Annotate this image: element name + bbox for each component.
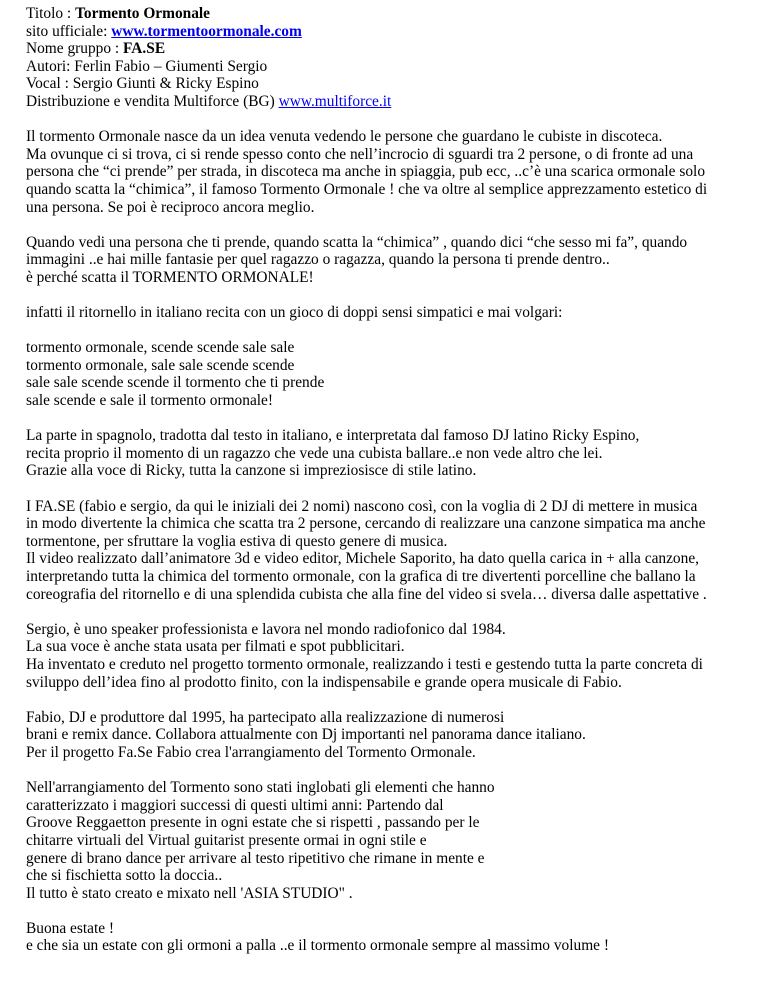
text-line: Ma ovunque ci si trova, ci si rende spesso conto che nell’incrocio di sguardi tra 2 persone, o di fronte ad una	[26, 145, 694, 163]
text-line: Nell'arrangiamento del Tormento sono stati inglobati gli elementi che hanno	[26, 779, 495, 797]
group-name: FA.SE	[123, 40, 166, 58]
text-line: chitarre virtuali del Virtual guitarist presente ormai in ogni stile e	[26, 831, 427, 849]
paragraph	[26, 621, 756, 691]
paragraph	[26, 920, 756, 955]
text-line: Per il progetto Fa.Se Fabio crea l'arrangiamento del Tormento Ormonale.	[26, 743, 476, 761]
song-title: Tormento Ormonale	[75, 5, 211, 22]
group-line	[26, 40, 756, 58]
authors-line: Autori: Ferlin Fabio – Giumenti Sergio	[26, 57, 268, 75]
title-label: Titolo :	[26, 5, 76, 22]
text-line: caratterizzato i maggiori successi di questi ultimi anni: Partendo dal	[26, 796, 444, 814]
text-line: Fabio, DJ e produttore dal 1995, ha partecipato alla realizzazione di numerosi	[26, 708, 505, 726]
text-line: tormento ormonale, sale sale scende scende	[26, 356, 295, 374]
text-line: Sergio, è uno speaker professionista e lavora nel mondo radiofonico dal 1984.	[26, 620, 506, 638]
text-line: Quando vedi una persona che ti prende, quando scatta la “chimica” , quando dici “che sesso mi fa”, quando	[26, 233, 688, 251]
title-line	[26, 5, 756, 23]
text-line: recita proprio il momento di un ragazzo che vede una cubista ballare..e non vede altro che lei.	[26, 444, 603, 462]
text-line: genere di brano dance per arrivare al testo ripetitivo che rimane in mente e	[26, 849, 485, 867]
text-line: brani e remix dance. Collabora attualmente con Dj importanti nel panorama dance italiano.	[26, 726, 586, 744]
text-line: Il video realizzato dall’animatore 3d e video editor, Michele Saporito, ha dato quella carica in + alla canzone,	[26, 550, 699, 568]
text-line: interpretando tutta la chimica del tormento ormonale, con la grafica di tre divertenti porcelline che ballano la	[26, 568, 696, 585]
text-line: è perché scatta il TORMENTO ORMONALE!	[26, 268, 314, 286]
text-line: sale scende e sale il tormento ormonale!	[26, 392, 274, 410]
official-site-link[interactable]: www.tormentoormonale.com	[111, 22, 302, 40]
group-label: Nome gruppo :	[26, 40, 124, 58]
text-line: sviluppo dell’idea fino al prodotto finito, con la indispensabile e grande opera musicale di Fabio.	[26, 673, 622, 691]
paragraph	[26, 304, 756, 322]
paragraph	[26, 427, 756, 480]
text-line: infatti il ritornello in italiano recita con un gioco di doppi sensi simpatici e mai volgari:	[26, 304, 563, 322]
text-line: una persona. Se poi è reciproco ancora meglio.	[26, 198, 315, 216]
text-line: Groove Reggaetton presente in ogni estate che si rispetti , passando per le	[26, 814, 480, 832]
paragraph	[26, 128, 756, 216]
text-line: Il tormento Ormonale nasce da un idea venuta vedendo le persone che guardano le cubiste in discoteca.	[26, 128, 663, 146]
text-line: La sua voce è anche stata usata per filmati e spot pubblicitari.	[26, 638, 405, 656]
text-line: persona che “ci prende” per strada, in discoteca ma anche in spiaggia, pub ecc, ..c’è una scarica ormonale solo	[26, 163, 706, 181]
paragraph	[26, 498, 756, 604]
text-line: che si fischietta sotto la doccia..	[26, 867, 223, 885]
text-line: quando scatta la “chimica”, il famoso Tormento Ormonale ! che va oltre al semplice apprezzamento estetico di	[26, 180, 708, 198]
body-text	[26, 128, 756, 955]
header-block	[26, 5, 756, 111]
paragraph	[26, 234, 756, 287]
site-line	[26, 23, 756, 41]
text-line: in modo divertente la chimica che scatta tra 2 persone, cercando di realizzare una canzone simpatica ma anche	[26, 515, 706, 533]
site-label: sito ufficiale:	[26, 22, 112, 40]
text-line: sale sale scende scende il tormento che ti prende	[26, 374, 325, 392]
text-line: Grazie alla voce di Ricky, tutta la canzone si impreziosisce di stile latino.	[26, 462, 477, 480]
paragraph	[26, 339, 756, 409]
vocal-line: Vocal : Sergio Giunti & Ricky Espino	[26, 75, 259, 93]
text-line: La parte in spagnolo, tradotta dal testo in italiano, e interpretata dal famoso DJ latino Ricky Espino,	[26, 427, 640, 445]
paragraph	[26, 709, 756, 762]
distribution-label: Distribuzione e vendita Multiforce (BG)	[26, 92, 279, 110]
multiforce-link[interactable]: www.multiforce.it	[278, 92, 392, 110]
text-line: Ha inventato e creduto nel progetto tormento ormonale, realizzando i testi e gestendo tutta la parte concreta di	[26, 655, 703, 673]
text-line: tormentone, per sfruttare la voglia estiva di questo genere di musica.	[26, 532, 448, 550]
text-line: Buona estate !	[26, 919, 115, 937]
text-line: I FA.SE (fabio e sergio, da qui le iniziali dei 2 nomi) nascono così, con la voglia di 2 DJ di mettere in musica	[26, 497, 698, 515]
text-line: immagini ..e hai mille fantasie per quel ragazzo o ragazza, quando la persona ti prende dentro..	[26, 251, 610, 269]
text-line: tormento ormonale, scende scende sale sale	[26, 339, 295, 357]
text-line: Il tutto è stato creato e mixato nell 'ASIA STUDIO" .	[26, 884, 353, 902]
text-line: e che sia un estate con gli ormoni a palla ..e il tormento ormonale sempre al massimo volume !	[26, 937, 609, 955]
text-line: coreografia del ritornello e di una splendida cubista che alla fine del video si svela… diversa dalle aspettative .	[26, 585, 707, 603]
distribution-line	[26, 93, 756, 111]
paragraph	[26, 779, 756, 902]
